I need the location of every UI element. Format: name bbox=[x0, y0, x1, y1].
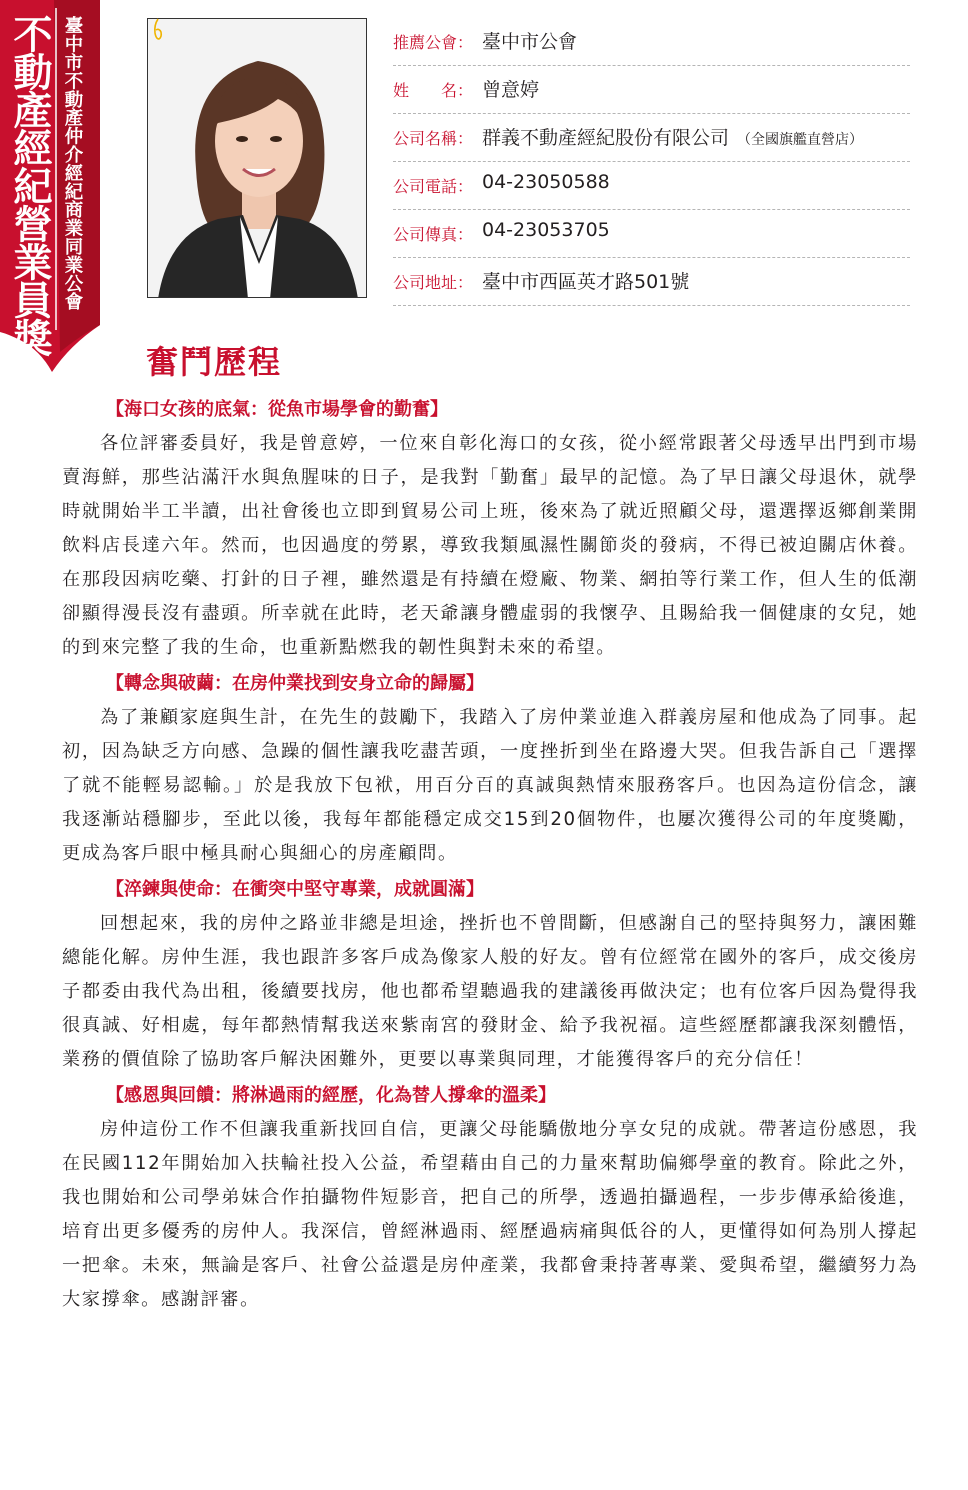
company-note: （全國旗艦直營店） bbox=[737, 132, 864, 148]
info-label: 公司電話： bbox=[393, 177, 474, 196]
section-paragraph: 房仲這份工作不但讓我重新找回自信，更讓父母能驕傲地分享女兒的成就。帶著這份感恩，我在民國112年開始加入扶輪社投入公益，希望藉由自己的力量來幫助偏鄉學童的教育。除此之外，我也開始和公司學弟妹合作拍攝物件短影音，把自己的所學，透過拍攝過程，一步步傳承給後進，培育出更多優秀的房仲人。我深信，曾經淋過雨、經歷過病痛與低谷的人，更懂得如何為別人撐起一把傘。未來，無論是客戶、社會公益還是房仲產業，我都會秉持著專業、愛與希望，繼續努力為大家撐傘。感謝評審。 bbox=[62, 1119, 918, 1310]
info-label: 公司名稱： bbox=[393, 129, 474, 148]
candidate-photo bbox=[147, 18, 367, 298]
info-row-name bbox=[393, 66, 910, 114]
info-row-phone bbox=[393, 162, 910, 210]
info-label: 推薦公會： bbox=[393, 33, 474, 52]
section-paragraph: 為了兼顧家庭與生計，在先生的鼓勵下，我踏入了房仲業並進入群義房屋和他成為了同事。起初，因為缺乏方向感、急躁的個性讓我吃盡苦頭，一度挫折到坐在路邊大哭。但我告訴自己「選擇了就不能輕易認輸。」於是我放下包袱，用百分百的真誠與熱情來服務客戶。也因為這份信念，讓我逐漸站穩腳步，至此以後，我每年都能穩定成交15到20個物件，也屢次獲得公司的年度獎勵，更成為客戶眼中極具耐心與細心的房產顧問。 bbox=[62, 707, 918, 864]
info-row-fax bbox=[393, 210, 910, 258]
info-value: 04-23053705 bbox=[482, 219, 610, 241]
section-title: 【感恩與回饋：將淋過雨的經歷，化為替人撐傘的溫柔】 bbox=[106, 1085, 556, 1106]
section-title: 【轉念與破繭：在房仲業找到安身立命的歸屬】 bbox=[106, 673, 484, 694]
info-row-address bbox=[393, 258, 910, 306]
section-paragraph: 各位評審委員好，我是曾意婷，一位來自彰化海口的女孩，從小經常跟著父母透早出門到市場賣海鮮，那些沾滿汗水與魚腥味的日子，是我對「勤奮」最早的記憶。為了早日讓父母退休，就學時就開始半工半讀，出社會後也立即到貿易公司上班，後來為了就近照顧父母，還選擇返鄉創業開飲料店長達六年。然而，也因過度的勞累，導致我類風濕性關節炎的發病，不得已被迫關店休養。在那段因病吃藥、打針的日子裡，雖然還是有持續在燈廠、物業、網拍等行業工作，但人生的低潮卻顯得漫長沒有盡頭。所幸就在此時，老天爺讓身體虛弱的我懷孕、且賜給我一個健康的女兒，她的到來完整了我的生命，也重新點燃我的韌性與對未來的希望。 bbox=[62, 433, 918, 658]
section-paragraph: 回想起來，我的房仲之路並非總是坦途，挫折也不曾間斷，但感謝自己的堅持與努力，讓困難總能化解。房仲生涯，我也跟許多客戶成為像家人般的好友。曾有位經常在國外的客戶，成交後房子都委由我代為出租，後續要找房，他也都希望聽過我的建議後再做決定；也有位客戶因為覺得我很真誠、好相處，每年都熱情幫我送來紫南宮的發財金、給予我祝福。這些經歷都讓我深刻體悟，業務的價值除了協助客戶解決困難外，更要以專業與同理，才能獲得客戶的充分信任！ bbox=[62, 913, 918, 1070]
info-value: 曾意婷 bbox=[482, 79, 540, 101]
section-title: 【淬鍊與使命：在衝突中堅守專業，成就圓滿】 bbox=[106, 879, 484, 900]
info-label: 姓 名： bbox=[393, 81, 474, 100]
info-value: 臺中市公會 bbox=[482, 31, 578, 53]
award-ribbon bbox=[0, 0, 100, 372]
award-title: 不動產經紀營業員獎 bbox=[7, 14, 52, 356]
company-name: 群義不動產經紀股份有限公司 bbox=[482, 127, 730, 149]
info-label: 公司傳真： bbox=[393, 225, 474, 244]
candidate-info bbox=[393, 18, 910, 306]
story-body bbox=[62, 393, 918, 1319]
info-row-association bbox=[393, 18, 910, 66]
section-title: 【海口女孩的底氣：從魚市場學會的勤奮】 bbox=[106, 399, 448, 420]
info-value: 臺中市西區英才路501號 bbox=[482, 271, 690, 293]
info-label: 公司地址： bbox=[393, 273, 474, 292]
info-row-company bbox=[393, 114, 910, 162]
info-value bbox=[482, 123, 863, 150]
quote-mark-icon bbox=[153, 17, 163, 41]
page-heading: 奮鬥歷程 bbox=[146, 343, 283, 381]
association-name: 臺中市不動產仲介經紀商業同業公會 bbox=[62, 16, 83, 311]
info-value: 04-23050588 bbox=[482, 171, 610, 193]
